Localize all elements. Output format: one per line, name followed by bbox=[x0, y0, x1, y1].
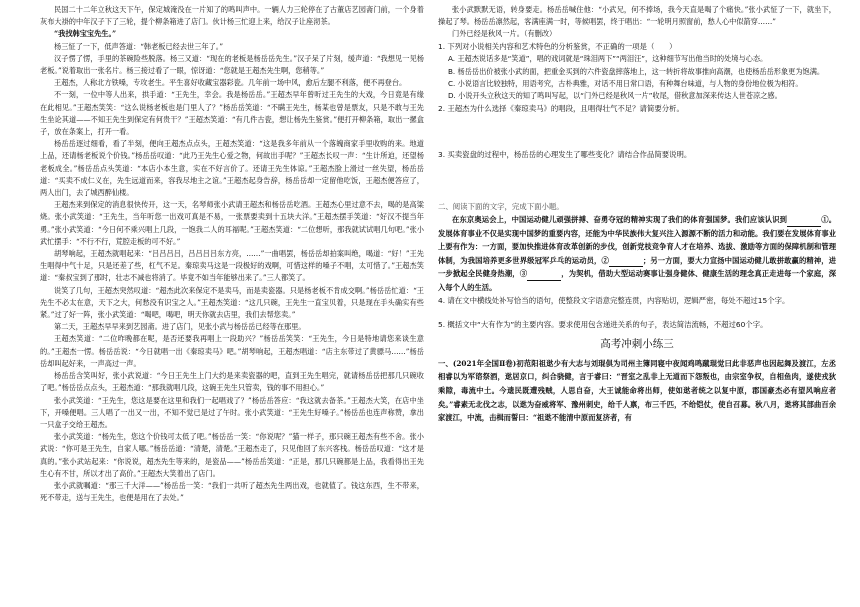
option-b: B. 杨岳岳出价被张小武的面，把重金买到的六件瓷盘摔落地上，这一转折将故事推向高潮，也使杨岳岳形象更为饱满。 bbox=[448, 66, 825, 76]
section-title: 高考冲刺小练三 bbox=[600, 337, 674, 350]
story-source-note: 门外已经是秋风一片。（有删改） bbox=[452, 29, 557, 39]
story-paragraph: 张小武笑道：“王先生，您这是要在这里和我们一起唱戏了？”杨岳岳答应：“我这就去备茶。”王超杰大笑，在店中坐下，开嗓便唱。三人唱了一出又一出，不知不觉已是过了午时。张小武笑道：“王先生好嗓子。”杨岳岳也连声称赞，拿出一只盒子交给王超杰。 bbox=[40, 395, 424, 429]
blank-line bbox=[527, 272, 561, 281]
story-paragraph: 民国二十二年立秋这天下午，保定城淹没在一片知了的鸣叫声中。一辆人力三轮停在了古董店艺园斋门前，一个身着灰布大褂的中年汉子下了三轮，提个柳条箱进了店门。伙计杨三忙迎上来，给汉子让座沏茶。 bbox=[40, 5, 424, 27]
story-column bbox=[40, 4, 424, 504]
story-paragraph: 杨三怔了一下，低声答道：“韩老板已经去世三年了。” bbox=[54, 41, 224, 51]
question-4: 4. 请在文中横线处补写恰当的语句，使整段文字语意完整连贯，内容贴切，逻辑严密，每处不超过15个字。 bbox=[438, 295, 790, 305]
reading-passage: 在东京奥运会上，中国运动健儿顽强拼搏、奋勇夺冠的精神实现了我们的体育强国梦。我们应该认识到 ①。发展体育事业不仅是实现中国梦的重要内容，还能为中华民族伟大复兴注入源源不断的活力和动能。我们要在发展体育事业上要有作为：一方面，要加快推进体育改革创新的步伐，创新党枝竞争育人才在培养、选拔、激励等方面的保障机制和管理体制，为我国培养更多世界级冠军乒乓的运动员，② ；另一方面，要大力宣扬中国运动健儿敢拼敢赢的精神，进一步掀起全民健身热潮，③ ，为契机，借助大型运动赛事让强身健体、健康生活的理念真正走进每一个家庭，深入每个人的生活。 bbox=[438, 215, 837, 292]
story-paragraph: 不一刻，一位中等人出来，拱手道：“王先生，幸会。我是杨岳岳。”王超杰早年曾听过王先生的大戏，今日竟是有缘在此相见。”王超杰笑笑：“这么说杨老板也是门里人了？”杨岳岳笑道：“不瞒王先生，杨某也曾是票友，只是不敢与王先生坐论其道——不知王先生到保定有何贵干？”王超杰笑道：“有几件古瓷，想让杨先生鉴赏。”便打开柳条箱，取出一摞盒子，放在条案上，打开一看。 bbox=[40, 90, 424, 137]
story-paragraph: “我找韩宝宝先生。” bbox=[54, 29, 117, 39]
section-heading: 二、阅读下面的文字，完成下面小题。 bbox=[438, 202, 564, 212]
question-1: 1. 下列对小说相关内容和艺术特色的分析鉴赏，不正确的一项是（ ） bbox=[438, 41, 677, 51]
classical-passage: 一、(2021年全国Ⅱ卷)初范阳祖逖少有大志与刘琨俱为司州主簿同寝中夜闻鸡鸣蹴琨觉曰此非恶声也因起舞及渡江，左丞相睿以为军谘祭酒，逖居京口，纠合骁健，言于睿曰：“晋室之乱非上无道而下怨叛也，由宗室争权，自相鱼肉，遂使戎狄乘隙，毒流中土。今遗民既遭残贼，人思自奋，大王诚能命将出师，使如逖者统之以复中原，郡国豪杰必有望风响应者矣。”睿素无北伐之志，以逖为奋威将军、豫州刺史，给千人禀，布三千匹，不给铠仗，使自召募。秋八月，逖将其部曲百余家渡江，中流，击楫而誓曰：“祖逖不能清中原而复济者，有 bbox=[438, 358, 836, 423]
story-paragraph: 胡琴响起，王超杰就唱起来：“吕吕吕吕，吕吕吕吕东方亮，……”一曲唱罢，杨岳岳却拍案叫绝，喝道：“好！”王先生唱得中气十足，只是还差了些，杠气不足。秦琼卖马这是一段极好的戏啊，可惜这样的嗓子不唱，太可惜了。”王超杰笑道：“秦叔宝到了那时，壮志不减也将消了。毕竟不如当年能够出来了。”三人都笑了。 bbox=[40, 249, 424, 283]
story-paragraph: 王超杰，人称北方铁嗓，专攻老生。平生喜好收藏宝器彩瓷。几年前一场中风，愈后左腿不利落，便不再登台。 bbox=[54, 78, 407, 88]
story-paragraph: 张小武默默无语，转身要走。杨岳岳喊住他：“小武兄，何不捧场，我今天直是喝了个痛快。”张小武怔了一下，就坐下，操起了琴。杨岳岳凛然起，客满座满一时，等候唱罢，终于唱出：“一轮明月照窗前，愁人心中似箭穿……” bbox=[438, 5, 836, 27]
story-paragraph: 杨岳岳逐过细看，看了半刻，便向王超杰点点头，王超杰笑道：“这是我多年前从一个落魄商家手里收购的来。地道上品，还请杨老板说个价钱。”杨岳岳叹道：“此乃王先生心爱之物，何故出手呢？”王超杰长叹一声：“生计所迫，还望杨老板成全。”杨岳岳点头笑道：“本店小本生意，实在不好言价了。还请王先生体谅。”王超杰脸上滑过一丝失望，杨岳岳道：“买卖不成仁义在，先生远道而来，容我尽地主之谊。”王超杰起身告辞，杨岳岳却一定留他吃饭，王超杰便答应了，两人出门，去了城西醉仙楼。 bbox=[40, 139, 424, 198]
option-d: D. 小说开头立秋这天的知了鸣叫写起，以“门外已经是秋风一片”收尾，借秋意加深来传达人世苍凉之感。 bbox=[448, 91, 782, 101]
option-c: C. 小说语言比较独特，用语考究，古朴典雅，对话不用日常口语，有种舞台味道，与人物的身份地位极为相符。 bbox=[448, 79, 803, 89]
answer-space bbox=[438, 162, 836, 196]
question-3: 3. 买卖瓷盘的过程中，杨岳岳的心理发生了哪些变化？请结合作品简要说明。 bbox=[438, 150, 692, 160]
answer-space bbox=[438, 307, 836, 319]
story-paragraph: 张小武笑道：“杨先生，您这个价钱可太低了吧。”杨岳岳一笑：“你说呢？”猫一样子，那只碗王超杰有些不舍。张小武说：“你可是王先生，自家人哪。”杨岳岳道：“清楚，清楚。”王超杰走了，只见他回了东兴客栈。杨岳岳叹道：“这才是真的。”张小武站起来：“你说说，超杰先生等来的，是瓷品——”杨岳岳笑道：“正是，那几只碗都是上品，我看得出王先生心有不甘，所以才出了高价。”王超杰大笑着出了店门。 bbox=[40, 432, 424, 478]
blank-line bbox=[609, 258, 643, 267]
story-paragraph: 第二天，王超杰早早来到艺园斋。进了店门，见张小武与杨岳岳已经等在那里。 bbox=[54, 322, 306, 332]
option-a: A. 王超杰说话多是“笑道”，唱的戏词就是“珠泪两下”“两泪汪”，这种细节写出他当时的处境与心态。 bbox=[448, 54, 768, 64]
story-paragraph: 张小武就嘱道：“那三千大洋——”杨岳岳一笑：“我们一共听了超杰先生两出戏，也就值了。钱这东西，生不带来，死不带走，送与王先生，也便是用在了去处。” bbox=[40, 480, 424, 503]
questions-column bbox=[438, 4, 836, 425]
answer-space bbox=[438, 115, 836, 149]
story-paragraph: 说笑了几句，王超杰突然叹道：“超杰此次来保定不是卖马，而是卖瓷器。只是杨老板不肯成交啊。”杨岳岳忙道：“王先生不必太在意，天下之大，何愁没有识宝之人。”王超杰笑道：“这几只碗，王先生一直宝贝着，只是现在手头确实有些紧。”过了好一阵，张小武笑道：“喝吧，喝吧，明天你就去店里，我们去帮您卖。” bbox=[40, 285, 424, 320]
story-paragraph: 王超杰笑道：“二位昨晚都在呢，是否还要我再唱上一段助兴？”杨岳岳笑笑：“王先生，今日是特地请您来谈生意的。”王超杰一愣。杨岳岳说：“今日就唱一出《秦琼卖马》吧。”胡琴响起，王超杰唱道：“店主东带过了黄骠马……”杨岳岳却叫起好来，一声高过一声。 bbox=[40, 334, 424, 368]
blank-line bbox=[787, 218, 821, 227]
story-paragraph: 王超杰来到保定的消息很快传开，这一天，名琴师张小武请王超杰和杨岳岳吃酒。王超杰心里过意不去，喝的是高粱烧。张小武笑道：“王先生，当年听您一出戏可真是不易，一张票要卖到十五块大洋。”王超杰摆手笑道：“好汉不提当年勇。”张小武笑道：“今日何不乘兴唱上几段，一饱我二人的耳福呢。”王超杰笑道：“二位想听，那我就试试唱几句吧。”张小武忙摆手：“不行不行，荒腔走板的可不好。” bbox=[40, 200, 424, 246]
question-2: 2. 王超杰为什么选择《秦琼卖马》的唱段，且唱得壮气不足？请简要分析。 bbox=[438, 103, 684, 113]
story-paragraph: 杨岳岳含笑叫好，张小武说道：“今日王先生上门大约是来卖瓷器的吧，直到王先生唱完，就请杨岳岳把那几只碗收了吧。”杨岳岳点点头，王超杰道：“那我就唱几段，这碗王先生只管卖，钱的事不用担心。” bbox=[40, 371, 424, 393]
story-paragraph: 汉子愣了愣，手里的茶碗险些脱落。杨三又道：“现在的老板是杨岳岳先生。”汉子呆了片刻，缓声道：“我想见一见杨老板。”说着取出一张名片。杨三接过看了一眼，惊讶道：“您就是王超杰先生啊，您稍等。” bbox=[40, 53, 424, 76]
question-5: 5. 概括文中“大有作为”的主要内容。要求使用包含递进关系的句子，表达简洁流畅，不超过60个字。 bbox=[438, 320, 768, 330]
